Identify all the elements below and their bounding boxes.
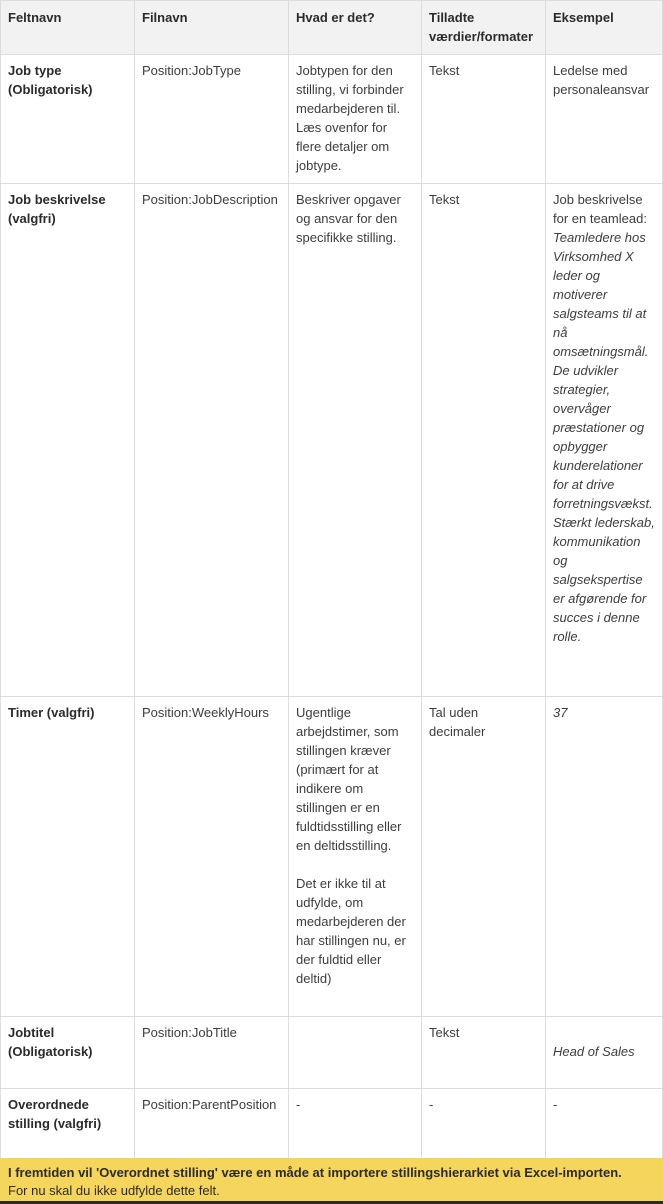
field-description bbox=[289, 697, 422, 1017]
field-name: Job beskrivelse (valgfri) bbox=[1, 184, 135, 697]
example-cell bbox=[546, 697, 663, 1017]
example-cell bbox=[546, 55, 663, 184]
header-tilladte-vaerdier: Tilladte værdier/formater bbox=[422, 1, 546, 55]
header-hvad-er-det: Hvad er det? bbox=[289, 1, 422, 55]
paragraph-gap bbox=[296, 855, 414, 874]
example-italic-text: 37 bbox=[553, 705, 568, 720]
example-text: - bbox=[553, 1097, 558, 1112]
field-name: Job type (Obligatorisk) bbox=[1, 55, 135, 184]
example-cell bbox=[546, 184, 663, 697]
example-cell bbox=[546, 1089, 663, 1161]
notice-subtext: For nu skal du ikke udfylde dette felt. bbox=[8, 1183, 220, 1198]
table-header-row bbox=[1, 1, 663, 55]
description-text-2: Det er ikke til at udfylde, om medarbejderen der har stillingen nu, er der fuldtid eller deltid) bbox=[296, 876, 406, 986]
description-text: - bbox=[296, 1097, 301, 1112]
notice-headline: I fremtiden vil 'Overordnet stilling' være en måde at importere stillingshierarkiet via Excel-importen. bbox=[8, 1165, 622, 1180]
file-name: Position:JobTitle bbox=[135, 1017, 289, 1089]
example-italic-text: Teamledere hos Virksomhed X leder og motiverer salgsteams til at nå omsætningsmål. De udvikler strategier, overvåger præstationer og opbygger kunderelationer for at drive forretningsvækst. Stærkt lederskab, kommunikation og salgsekspertise er afgørende for succes i denne rolle. bbox=[553, 230, 655, 644]
field-name: Overordnede stilling (valgfri) bbox=[1, 1089, 135, 1161]
field-description bbox=[289, 184, 422, 697]
file-name: Position:JobDescription bbox=[135, 184, 289, 697]
file-name: Position:WeeklyHours bbox=[135, 697, 289, 1017]
description-text: Ugentlige arbejdstimer, som stillingen kræver (primært for at indikere om stillingen er en fuldtidsstilling eller en deltidsstilling. bbox=[296, 705, 402, 853]
field-description bbox=[289, 1017, 422, 1089]
allowed-values: Tal uden decimaler bbox=[422, 697, 546, 1017]
file-name: Position:ParentPosition bbox=[135, 1089, 289, 1161]
field-name: Jobtitel (Obligatorisk) bbox=[1, 1017, 135, 1089]
table-row-job-title bbox=[1, 1017, 663, 1089]
description-text: Jobtypen for den stilling, vi forbinder medarbejderen til. Læs ovenfor for flere detaljer om jobtype. bbox=[296, 63, 404, 173]
allowed-values: Tekst bbox=[422, 1017, 546, 1089]
field-description bbox=[289, 55, 422, 184]
allowed-values: - bbox=[422, 1089, 546, 1161]
table-row-parent-position bbox=[1, 1089, 663, 1161]
field-description bbox=[289, 1089, 422, 1161]
example-italic-text: Head of Sales bbox=[553, 1044, 635, 1059]
description-text: Beskriver opgaver og ansvar for den specifikke stilling. bbox=[296, 192, 401, 245]
table-row-job-type bbox=[1, 55, 663, 184]
example-text: Ledelse med personaleansvar bbox=[553, 63, 650, 97]
allowed-values: Tekst bbox=[422, 184, 546, 697]
example-spacer bbox=[553, 1023, 655, 1042]
example-text: Job beskrivelse for en teamlead: bbox=[553, 192, 647, 226]
file-name: Position:JobType bbox=[135, 55, 289, 184]
header-filnavn: Filnavn bbox=[135, 1, 289, 55]
allowed-values: Tekst bbox=[422, 55, 546, 184]
future-notice-banner bbox=[0, 1158, 663, 1204]
header-feltnavn: Feltnavn bbox=[1, 1, 135, 55]
table-row-weekly-hours bbox=[1, 697, 663, 1017]
header-eksempel: Eksempel bbox=[546, 1, 663, 55]
table-row-job-description bbox=[1, 184, 663, 697]
field-name: Timer (valgfri) bbox=[1, 697, 135, 1017]
example-cell bbox=[546, 1017, 663, 1089]
